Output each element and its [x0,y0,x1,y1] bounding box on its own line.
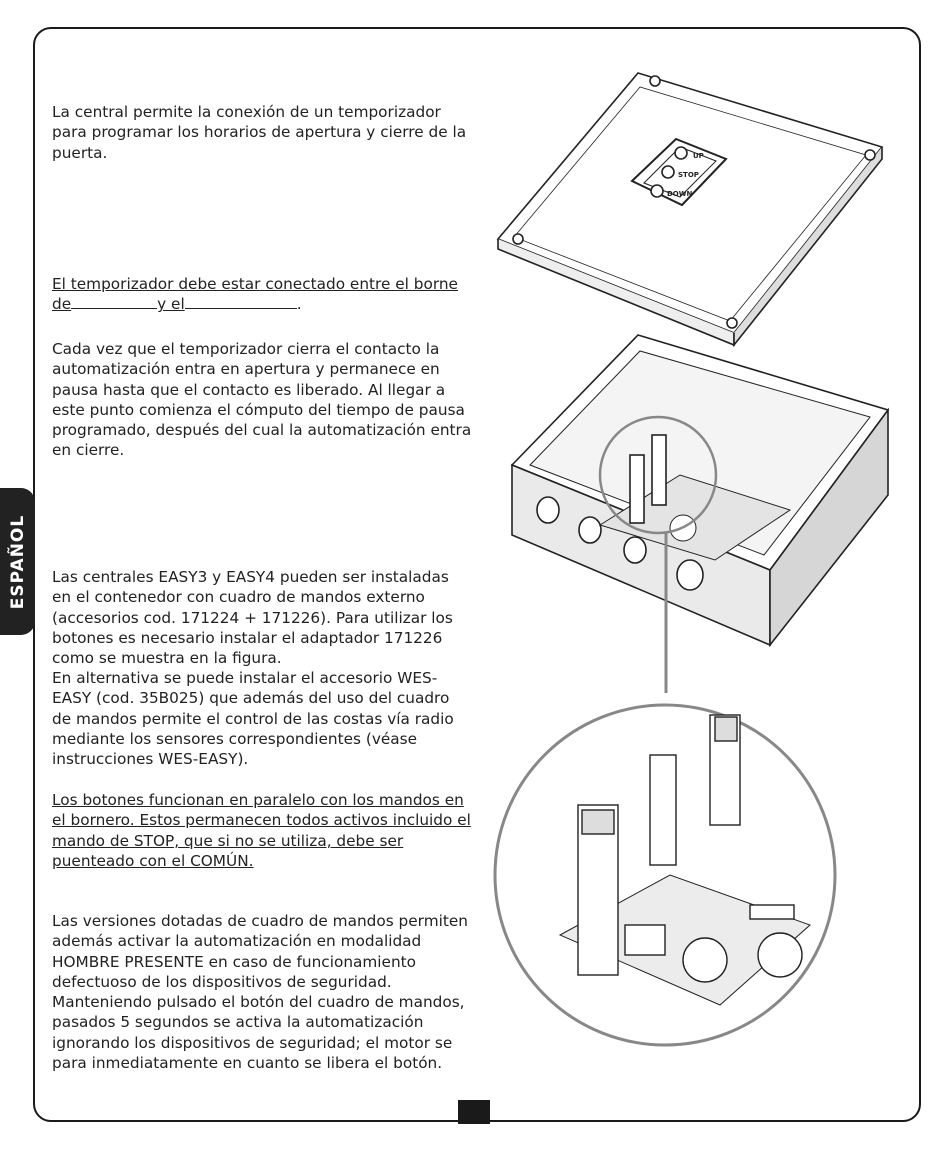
blank-terminal-1 [71,308,157,309]
timer-connection-line1: El temporizador debe estar conectado entre el borne [52,275,458,293]
language-label: ESPAÑOL [7,514,28,609]
paragraph-timer-operation: Cada vez que el temporizador cierra el contacto la automatización entra en apertura y permanece en pausa hasta que el contacto es liberado. Al llegar a este punto comienza el cómputo del tiempo de pausa programado, después del cual la automatización entra en cierre. [52,340,472,460]
lid-drawing [498,73,882,345]
button-stop-label: STOP [678,171,699,179]
language-tab [0,488,35,635]
button-down-label: DOWN [667,190,693,198]
button-up-label: UP [693,152,704,160]
paragraph-man-present: Las versiones dotadas de cuadro de mandos permiten además activar la automatización en modalidad HOMBRE PRESENTE en caso de funcionamiento defectuoso de los dispositivos de seguridad. Manteniendo pulsado el botón del cuadro de mandos, pasados 5 segundos se activa la automatización ignorando los dispositivos de seguridad; el motor se para inmediatamente en cuanto se libera el botón. [52,912,468,1073]
box-drawing [512,335,888,645]
timer-connection-end: . [296,295,302,314]
timer-connection-de: de [52,295,72,314]
blank-terminal-2 [185,308,297,309]
paragraph-timer-intro: La central permite la conexión de un temporizador para programar los horarios de apertura y cierre de la puerta. [52,103,467,162]
timer-connection-yel: y el [157,295,185,314]
paragraph-buttons-parallel: Los botones funcionan en paralelo con los mandos en el bornero. Estos permanecen todos activos incluido el mando de STOP, que si no se utiliza, debe ser puenteado con el COMÚN. [52,791,471,870]
paragraph-control-panel: Las centrales EASY3 y EASY4 pueden ser instaladas en el contenedor con cuadro de mandos externo (accesorios cod. 171224 + 171226). Para utilizar los botones es necesario instalar el adaptador 171226 como se muestra en la figura. [52,568,453,668]
page-number-marker [458,1100,490,1124]
control-box-illustration [490,55,910,1055]
zoom-detail [495,705,835,1045]
paragraph-wes-easy: En alternativa se puede instalar el accesorio WES-EASY (cod. 35B025) que además del uso del cuadro de mandos permite el control de las costas vía radio mediante los sensores correspondientes (véase instrucciones WES-EASY). [52,669,454,769]
paragraph-timer-connection [52,274,472,315]
